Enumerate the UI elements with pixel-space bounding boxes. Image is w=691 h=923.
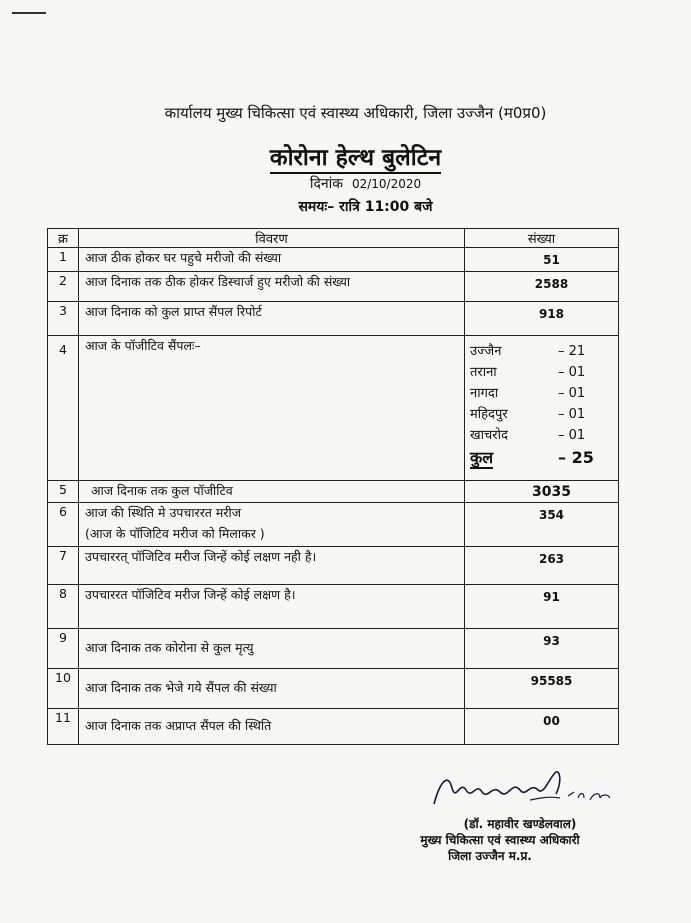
table-row: [48, 481, 619, 503]
row-description-note: (आज के पॉजिटिव मरीज को मिलाकर ): [85, 526, 265, 541]
row-description: आज दिनाक तक ठीक होकर डिस्चार्ज हुए मरीजो की संख्या: [79, 272, 465, 302]
row-value: 95585: [530, 674, 573, 688]
table-row: [48, 629, 619, 669]
officer-designation: मुख्य चिकित्सा एवं स्वास्थ्य अधिकारी: [420, 833, 580, 847]
row-description: आज ठीक होकर घर पहुचे मरीजो की संख्या: [79, 248, 465, 272]
row-sn: 7: [48, 547, 79, 585]
row-description: आज दिनाक तक कुल पॉजीटिव: [79, 481, 465, 503]
top-dash-mark: [12, 12, 46, 14]
table-row: [48, 547, 619, 585]
column-header-count: संख्या: [465, 229, 619, 248]
row-sn: 3: [48, 302, 79, 336]
row-value: 00: [543, 714, 560, 728]
table-row: [48, 585, 619, 629]
row-value: 2588: [534, 277, 569, 291]
row-sn: 1: [48, 248, 79, 272]
column-header-description: विवरण: [79, 229, 465, 248]
row-value: 263: [538, 552, 565, 566]
table-header-row: [48, 229, 619, 248]
row-description: उपचाररत पॉजिटिव मरीज जिन्हें कोई लक्षण है।: [79, 585, 465, 629]
office-heading: कार्यालय मुख्य चिकित्सा एवं स्वास्थ्य अधिकारी, जिला उज्जैन (म0प्र0): [164, 104, 547, 122]
row-sn: 10: [48, 669, 79, 709]
row-description: आज के पॉजीटिव सैंपलः–: [79, 336, 465, 481]
positive-entry-mahidpur: महिदपुर – 01: [470, 407, 586, 422]
row-value: 354: [538, 508, 565, 522]
bulletin-title: कोरोना हेल्थ बुलेटिन: [0, 140, 691, 172]
table-row: [48, 302, 619, 336]
table-row: [48, 272, 619, 302]
row-sn: 9: [48, 629, 79, 669]
positive-breakdown-list: [466, 337, 617, 470]
row-description: आज दिनाक तक अप्राप्त सैंपल की स्थिति: [79, 709, 465, 745]
bulletin-time: समयः– रात्रि 11:00 बजे: [298, 199, 433, 215]
table-row: [48, 669, 619, 709]
table-row: [48, 503, 619, 547]
positive-entry-nagda: नागदा – 01: [470, 386, 586, 401]
row-description: आज दिनाक को कुल प्राप्त सैंपल रिपोर्ट: [79, 302, 465, 336]
table-row: [48, 336, 619, 481]
positive-total: कुल – 25: [470, 448, 594, 467]
positive-entry-ujjain: उज्जैन – 21: [470, 344, 586, 359]
row-value: 93: [543, 634, 560, 648]
row-value: 91: [543, 590, 560, 604]
row-description: आज की स्थिति मे उपचाररत मरीज: [85, 505, 242, 520]
row-description: आज दिनाक तक कोरोना से कुल मृत्यु: [79, 629, 465, 669]
row-sn: 11: [48, 709, 79, 745]
positive-entry-tarana: तराना – 01: [470, 365, 586, 380]
row-sn: 6: [48, 503, 79, 547]
bulletin-date: दिनांक 02/10/2020: [309, 176, 422, 192]
row-sn: 4: [48, 336, 79, 481]
row-sn: 5: [48, 481, 79, 503]
positive-entry-khachrod: खाचरोद – 01: [470, 428, 586, 443]
officer-place: जिला उज्जैन म.प्र.: [448, 849, 532, 863]
bulletin-table: [47, 228, 619, 745]
row-value: 3035: [532, 484, 571, 500]
row-value: 918: [538, 307, 565, 321]
officer-name: (डॉ. महावीर खण्डेलवाल): [463, 817, 577, 831]
row-description: उपचाररत् पॉजिटिव मरीज जिन्हें कोई लक्षण नही है।: [79, 547, 465, 585]
row-value: 51: [543, 253, 560, 267]
table-row: [48, 709, 619, 745]
table-row: [48, 248, 619, 272]
handwritten-signature: [430, 762, 630, 812]
column-header-sn: क्र: [48, 229, 79, 248]
row-description: आज दिनाक तक भेजे गये सैंपल की संख्या: [79, 669, 465, 709]
row-sn: 2: [48, 272, 79, 302]
row-sn: 8: [48, 585, 79, 629]
